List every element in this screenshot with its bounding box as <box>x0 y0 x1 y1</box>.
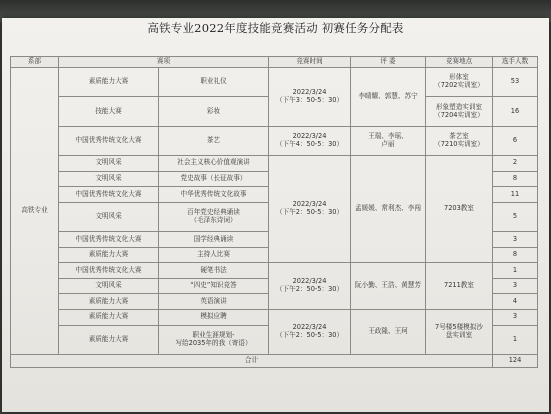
assignment-table <box>10 56 538 368</box>
event-cell: 职业礼仪 <box>159 68 269 97</box>
judges-cell: 王政隆、王珂 <box>351 310 426 355</box>
header-venue: 竞赛地点 <box>426 57 493 68</box>
time-cell: 2022/3/24 （下午4：50-5：30） <box>269 126 351 155</box>
time-cell: 2022/3/24 （下午2：50-5：30） <box>269 156 351 263</box>
event-cell: 中华优秀传统文化故事 <box>159 187 269 203</box>
category-cell: 文明风采 <box>59 202 159 231</box>
time-cell: 2022/3/24 （下午2：50-5：30） <box>269 263 351 310</box>
count-cell: 8 <box>493 171 538 187</box>
count-cell: 1 <box>493 263 538 279</box>
category-cell: 文明风采 <box>59 156 159 172</box>
count-cell: 2 <box>493 156 538 172</box>
total-row <box>11 355 538 368</box>
judges-cell: 孟媛媛、常利杰、李闯 <box>351 156 426 263</box>
category-cell: 文明风采 <box>59 171 159 187</box>
count-cell: 1 <box>493 325 538 354</box>
count-cell: 4 <box>493 294 538 310</box>
category-cell: 素质能力大赛 <box>59 294 159 310</box>
event-cell: 模拟应聘 <box>159 310 269 326</box>
header-time: 竞赛时间 <box>269 57 351 68</box>
count-cell: 3 <box>493 278 538 294</box>
table-row <box>11 263 538 279</box>
header-department: 系部 <box>11 57 59 68</box>
header-event: 赛项 <box>59 57 269 68</box>
category-cell: 中国优秀传统文化大赛 <box>59 232 159 248</box>
category-cell: 素质能力大赛 <box>59 247 159 263</box>
venue-cell: 形象塑造实训室 （7204实训室） <box>426 97 493 126</box>
category-cell: 中国优秀传统文化大赛 <box>59 263 159 279</box>
category-cell: 中国优秀传统文化大赛 <box>59 187 159 203</box>
table-row <box>11 68 538 97</box>
table-row <box>11 126 538 155</box>
venue-cell: 7211教室 <box>426 263 493 310</box>
venue-cell: 7203教室 <box>426 156 493 263</box>
event-cell: 主持人比赛 <box>159 247 269 263</box>
total-count: 124 <box>493 355 538 368</box>
category-cell: 技能大赛 <box>59 97 159 126</box>
time-cell: 2022/3/24 （下午3：50-5：30） <box>269 68 351 127</box>
event-cell: 职业生涯规划- 写给2035年的我（寄语） <box>159 325 269 354</box>
event-cell: 党史故事（长征故事） <box>159 171 269 187</box>
venue-cell: 形体室 （7202实训室） <box>426 68 493 97</box>
category-cell: 素质能力大赛 <box>59 325 159 354</box>
table-row <box>11 310 538 326</box>
event-cell: 彩妆 <box>159 97 269 126</box>
count-cell: 3 <box>493 232 538 248</box>
document-title: 高铁专业2022年度技能竞赛活动 初赛任务分配表 <box>147 21 404 35</box>
time-cell: 2022/3/24 （下午2：50-5：30） <box>269 310 351 355</box>
count-cell: 8 <box>493 247 538 263</box>
count-cell: 6 <box>493 126 538 155</box>
venue-cell: 茶艺室 （7210实训室） <box>426 126 493 155</box>
total-label: 合计 <box>11 355 493 368</box>
count-cell: 16 <box>493 97 538 126</box>
event-cell: 茶艺 <box>159 126 269 155</box>
header-count: 选手人数 <box>493 57 538 68</box>
event-cell: 社会主义核心价值观演讲 <box>159 156 269 172</box>
category-cell: 中国优秀传统文化大赛 <box>59 126 159 155</box>
header-judges: 评 委 <box>351 57 426 68</box>
event-cell: 百年党史经典诵读 （毛泽东诗词） <box>159 202 269 231</box>
event-cell: 英语演讲 <box>159 294 269 310</box>
count-cell: 53 <box>493 68 538 97</box>
department-cell: 高铁专业 <box>11 68 59 355</box>
count-cell: 5 <box>493 202 538 231</box>
event-cell: 国学经典诵读 <box>159 232 269 248</box>
category-cell: 素质能力大赛 <box>59 310 159 326</box>
category-cell: 素质能力大赛 <box>59 68 159 97</box>
judges-cell: 阮小勤、王浩、黄慧芳 <box>351 263 426 310</box>
table-row <box>11 156 538 172</box>
event-cell: “四史”知识竞答 <box>159 278 269 294</box>
judges-cell: 王瑞、李瑶、 卢丽 <box>351 126 426 155</box>
judges-cell: 李晴耀、郭慧、苏宁 <box>351 68 426 127</box>
count-cell: 3 <box>493 310 538 326</box>
count-cell: 11 <box>493 187 538 203</box>
venue-cell: 7号楼5楼模拟沙 盘实训室 <box>426 310 493 355</box>
event-cell: 硬笔书法 <box>159 263 269 279</box>
table-header-row <box>11 57 538 68</box>
category-cell: 文明风采 <box>59 278 159 294</box>
